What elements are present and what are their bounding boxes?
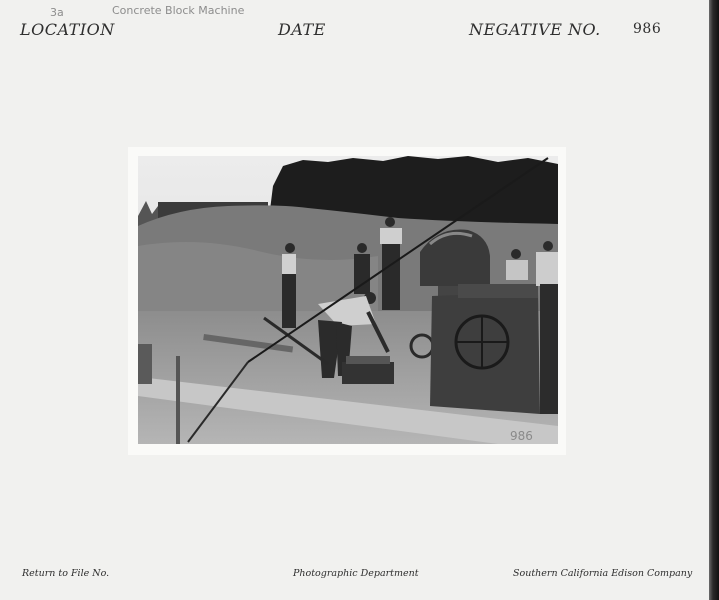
handwritten-number: 3a: [50, 6, 64, 19]
handwritten-location: Concrete Block Machine: [112, 4, 245, 17]
block-machine: [430, 284, 540, 414]
negative-number: 986: [633, 21, 662, 37]
block-mold: [342, 362, 394, 384]
location-label: LOCATION: [20, 20, 115, 39]
card-edge-shadow: [709, 0, 719, 600]
return-to-file-label: Return to File No.: [22, 568, 110, 579]
worker-standing-left: [282, 243, 296, 328]
negative-label: NEGATIVE NO.: [469, 20, 601, 39]
photo-corner-mark: 986: [510, 429, 533, 443]
department-label: Photographic Department: [293, 568, 419, 579]
company-label: Southern California Edison Company: [513, 568, 693, 579]
date-label: DATE: [278, 20, 326, 39]
archival-photograph: [138, 156, 558, 444]
